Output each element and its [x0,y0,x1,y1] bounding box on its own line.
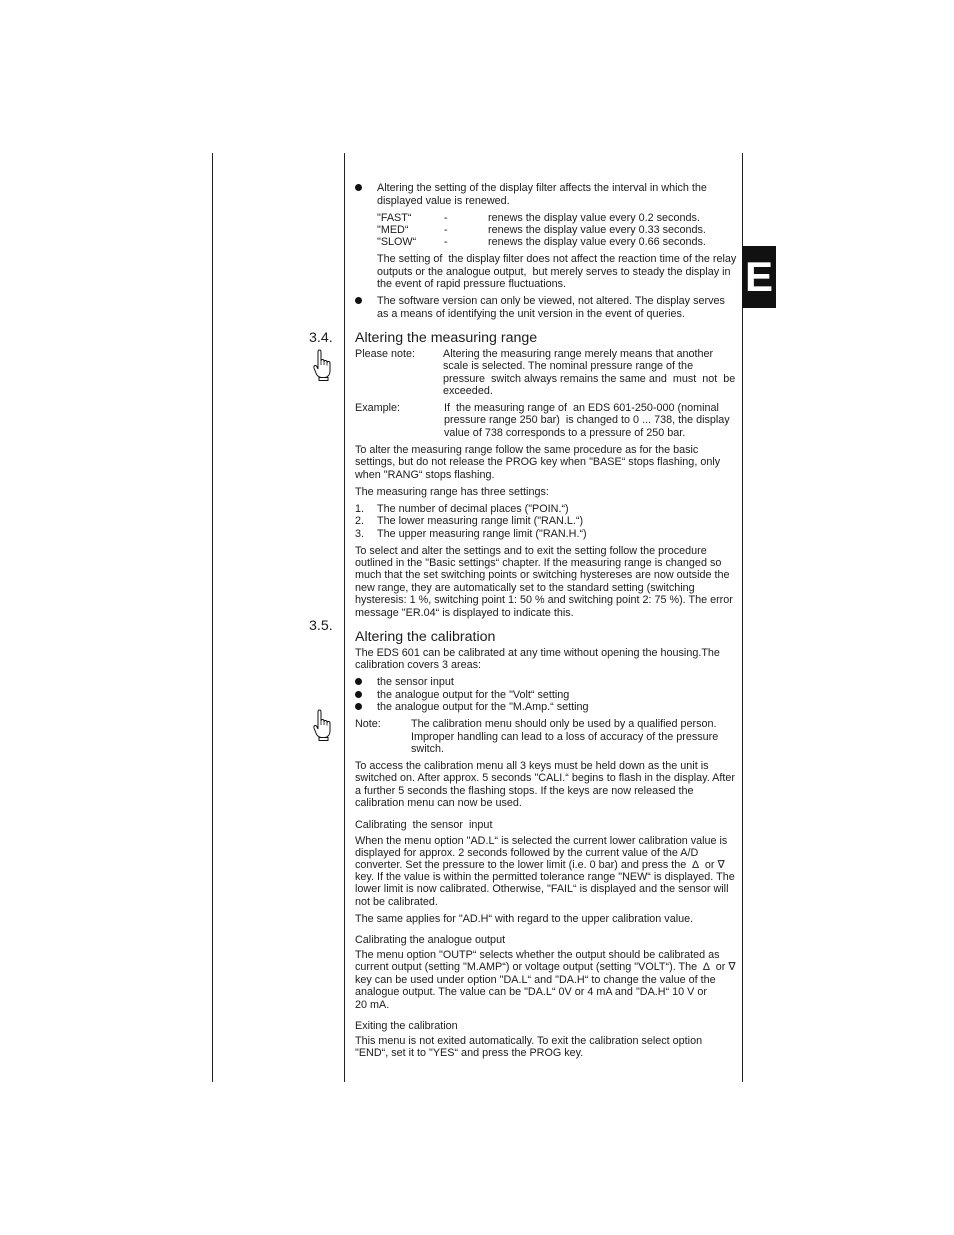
text-line: pressure switch always remains the same and must not be [443,373,736,385]
text-line: when "RANG“ stops flashing. [355,469,495,481]
text-line: a further 5 seconds the flashing stops. If the keys are now released the [355,785,694,797]
text-line: analogue output. The value can be "DA.L“ 0V or 4 mA and "DA.H“ 10 V or [355,986,707,998]
filter-mode-name: "FAST“ [377,212,412,224]
subheading: Calibrating the sensor input [355,819,493,831]
note-label: Please note: [355,348,416,360]
list-item: The number of decimal places ("POIN.“) [377,503,569,515]
text-line: pressure range 250 bar) is changed to 0 ... 738, the display [444,414,730,426]
section-heading: Altering the measuring range [355,330,538,346]
subheading: Exiting the calibration [355,1020,458,1032]
text-line: "END“, set it to "YES“ and press the PROG key. [355,1047,584,1059]
text-line: the event of rapid pressure fluctuations. [377,278,567,290]
text-line: as a means of identifying the unit version in the event of queries. [377,308,685,320]
list-item: the sensor input [377,676,454,688]
section-heading: Altering the calibration [355,629,496,645]
text-line: The software version can only be viewed, not altered. The display serves [377,295,725,307]
list-number: 3. [355,528,365,540]
text-line: 20 mA. [355,999,390,1011]
list-item: the analogue output for the "M.Amp.“ setting [377,701,589,713]
text-line: switch. [411,743,444,755]
text-line: scale is selected. The nominal pressure range of the [443,360,694,372]
text-line: outputs or the analogue output, but merely serves to steady the display in [377,266,731,278]
section-number: 3.5. [309,618,333,634]
filter-mode-name: "SLOW“ [377,236,417,248]
filter-mode-desc: renews the display value every 0.2 seconds. [488,212,700,224]
text-line: outlined in the "Basic settings“ chapter. If the measuring range is changed so [355,557,722,569]
bullet-dot [355,678,362,685]
text-line: The calibration menu should only be used by a qualified person. [411,718,717,730]
text-line: Altering the setting of the display filter affects the interval in which the [377,182,707,194]
note-label: Example: [355,402,401,414]
list-item: The upper measuring range limit ("RAN.H.“) [377,528,587,540]
bullet-dot [355,297,362,304]
text-line: When the menu option "AD.L“ is selected the current lower calibration value is [355,835,728,847]
filter-mode-dash: - [444,224,448,236]
text-line: To alter the measuring range follow the same procedure as for the basic [355,444,699,456]
text-line: calibration covers 3 areas: [355,659,482,671]
list-item: the analogue output for the "Volt“ setting [377,689,570,701]
text-line: Improper handling can lead to a loss of accuracy of the pressure [411,731,719,743]
section-number-rule [344,153,345,1082]
text-line: The menu option "OUTP“ selects whether the output should be calibrated as [355,949,720,961]
note-label: Note: [355,718,381,730]
pointing-hand-icon [312,709,332,741]
filter-mode-name: "MED“ [377,224,409,236]
text-line: displayed for approx. 2 seconds followed by the current value of the A/D [355,847,699,859]
text-line: settings, but do not release the PROG key when "BASE“ stops flashing, only [355,456,721,468]
filter-mode-desc: renews the display value every 0.66 seconds. [488,236,706,248]
bullet-dot [355,703,362,710]
text-line: displayed value is renewed. [377,195,510,207]
text-line: hysteresis: 1 %, switching point 1: 50 % and switching point 2: 75 %). The error [355,594,733,606]
pointing-hand-icon [312,349,332,381]
filter-mode-desc: renews the display value every 0.33 seconds. [488,224,706,236]
text-line: key can be used under option "DA.L“ and "DA.H“ to change the value of the [355,974,716,986]
text-line: lower limit is now calibrated. Otherwise, "FAIL“ is displayed and the sensor will [355,883,729,895]
text-line: calibration menu can now be used. [355,797,522,809]
text-line: current output (setting "M.AMP“) or voltage output (setting "VOLT“). The ∆ or ∇ [355,961,736,973]
filter-mode-dash: - [444,236,448,248]
text-line: not be calibrated. [355,896,438,908]
list-item: The lower measuring range limit ("RAN.L.“) [377,515,584,527]
list-number: 1. [355,503,365,515]
section-number: 3.4. [309,330,333,346]
text-line: Altering the measuring range merely means that another [443,348,714,360]
text-line: converter. Set the pressure to the lower limit (i.e. 0 bar) and press the ∆ or ∇ [355,859,725,871]
subheading: Calibrating the analogue output [355,934,506,946]
bullet-dot [355,184,362,191]
text-line: exceeded. [443,385,493,397]
text-line: To access the calibration menu all 3 keys must be held down as the unit is [355,760,709,772]
list-number: 2. [355,515,365,527]
bullet-dot [355,691,362,698]
text-line: The EDS 601 can be calibrated at any time without opening the housing.The [355,647,720,659]
text-line: This menu is not exited automatically. To exit the calibration select option [355,1035,703,1047]
text-line: If the measuring range of an EDS 601-250-000 (nominal [444,402,719,414]
text-line: To select and alter the settings and to exit the setting follow the procedure [355,545,707,557]
text-line: new range, they are automatically set to the standard setting (switching [355,582,695,594]
text-line: The setting of the display filter does not affect the reaction time of the relay [377,253,737,265]
text-line: switched on. After approx. 5 seconds "CALI.“ begins to flash in the display. After [355,772,735,784]
text-line: The measuring range has three settings: [355,486,549,498]
filter-mode-dash: - [444,212,448,224]
text-line: The same applies for "AD.H“ with regard to the upper calibration value. [355,913,694,925]
text-line: much that the set switching points or switching hystereses are now outside the [355,569,730,581]
language-tab: E [742,246,776,308]
text-line: message "ER.04“ is displayed to indicate this. [355,607,574,619]
text-line: value of 738 corresponds to a pressure of 250 bar. [444,427,686,439]
left-margin-rule [212,153,213,1082]
text-line: key. If the value is within the permitted tolerance range "NEW“ is displayed. The [355,871,735,883]
